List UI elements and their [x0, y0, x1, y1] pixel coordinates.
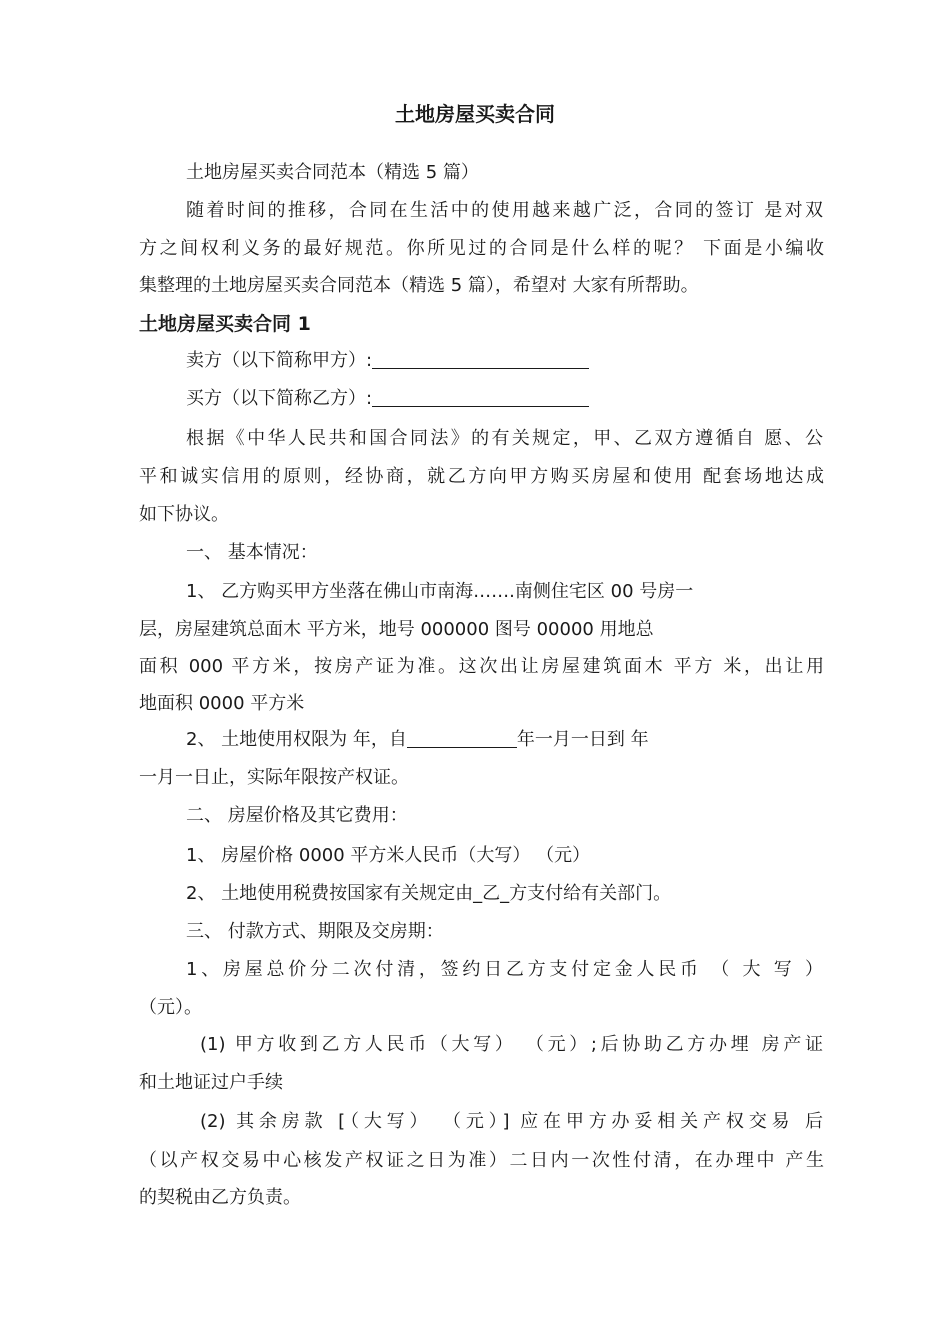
clause-3-1-2-line-1: (2) 其余房款 [（大写） （元）] 应在甲方办妥相关产权交易 后 — [200, 1111, 823, 1132]
term-label: 2、 土地使用权限为 年，自 — [186, 729, 407, 750]
term-blank — [407, 729, 517, 748]
intro-line-3: 集整理的土地房屋买卖合同范本（精选 5 篇），希望对 大家有所帮助。 — [139, 275, 699, 296]
clause-3-1-1-line-2: 和土地证过户手续 — [139, 1072, 283, 1093]
clause-1-1-line-1: 1、 乙方购买甲方坐落在佛山市南海…….南侧住宅区 00 号房一 — [186, 581, 694, 602]
buyer-label: 买方（以下简称乙方）: — [186, 388, 373, 409]
clause-2-1: 1、 房屋价格 0000 平方米人民币（大写） （元） — [186, 845, 591, 866]
seller-blank — [372, 350, 589, 369]
buyer-line — [186, 387, 589, 411]
clause-1-2-line-2: 一月一日止，实际年限按产权证。 — [139, 767, 409, 788]
clause-3-1-1-line-1: (1) 甲方收到乙方人民币（大写） （元）;后协助乙方办埋 房产证 — [200, 1034, 823, 1055]
clause-3-heading: 三、 付款方式、期限及交房期： — [186, 921, 444, 942]
clause-3-1-2-line-3: 的契税由乙方负责。 — [139, 1187, 301, 1208]
basis-line-3: 如下协议。 — [139, 504, 229, 525]
intro-line-2: 方之间权利义务的最好规范。你所见过的合同是什么样的呢？ 下面是小编收 — [139, 238, 824, 259]
subtitle-line: 土地房屋买卖合同范本（精选 5 篇） — [186, 162, 479, 183]
basis-line-1: 根据《中华人民共和国合同法》的有关规定，甲、乙双方遵循自 愿、公 — [186, 428, 823, 449]
section-heading: 土地房屋买卖合同 1 — [139, 313, 311, 335]
clause-1-heading: 一、 基本情况： — [186, 542, 318, 563]
seller-line — [186, 349, 589, 373]
clause-1-1-line-3: 面积 000 平方米，按房产证为准。这次出让房屋建筑面木 平方 米，出让用 — [139, 656, 824, 677]
clause-1-1-line-2: 层，房屋建筑总面木 平方米，地号 000000 图号 00000 用地总 — [139, 619, 654, 640]
clause-1-2-line-1 — [186, 728, 649, 752]
clause-3-1-line-1: 1、房屋总价分二次付清，签约日乙方支付定金人民币 （ 大 写 ） — [186, 959, 823, 980]
intro-line-1: 随着时间的推移，合同在生活中的使用越来越广泛，合同的签订 是对双 — [186, 200, 823, 221]
clause-2-2: 2、 土地使用税费按国家有关规定由_乙_方支付给有关部门。 — [186, 883, 672, 904]
term-date: 年一月一日到 年 — [516, 729, 649, 750]
buyer-blank — [372, 388, 589, 407]
clause-1-1-line-4: 地面积 0000 平方米 — [139, 693, 305, 714]
clause-3-1-line-2: （元）。 — [139, 997, 202, 1018]
seller-label: 卖方（以下简称甲方）: — [186, 350, 373, 371]
clause-2-heading: 二、 房屋价格及其它费用： — [186, 805, 408, 826]
document-title: 土地房屋买卖合同 — [395, 102, 555, 126]
clause-3-1-2-line-2: （以产权交易中心核发产权证之日为准）二日内一次性付清，在办理中 产生 — [139, 1150, 824, 1171]
basis-line-2: 平和诚实信用的原则，经协商，就乙方向甲方购买房屋和使用 配套场地达成 — [139, 466, 824, 487]
